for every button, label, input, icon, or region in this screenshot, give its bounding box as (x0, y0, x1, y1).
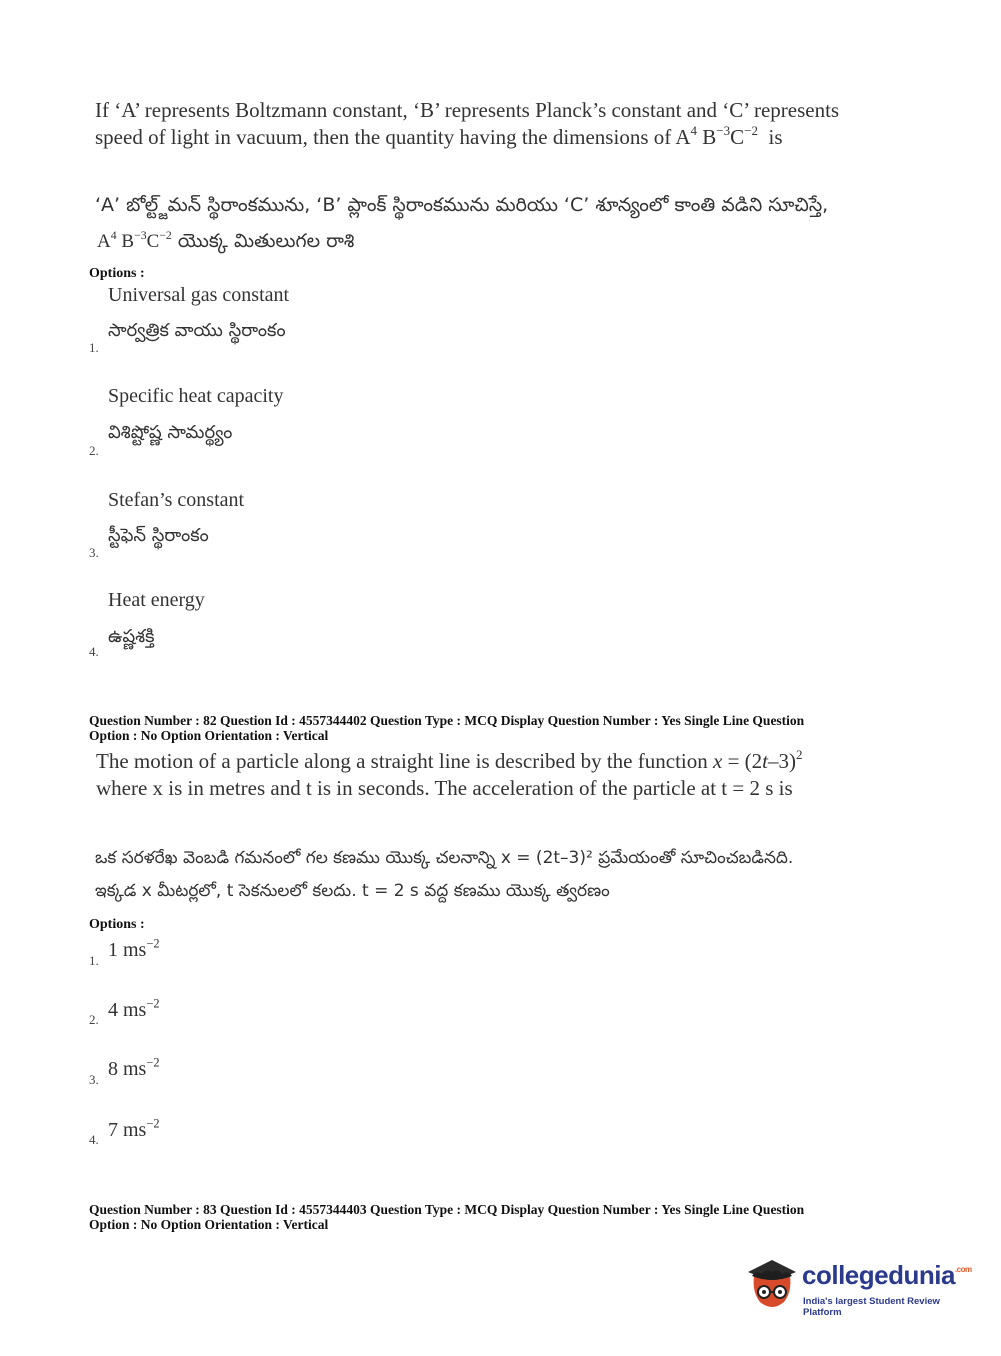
option-number: 1. (89, 340, 99, 355)
option-text-te: విశిష్టోష్ణ సామర్థ్యం (108, 422, 233, 443)
option-text-te: సార్వత్రిక వాయు స్థిరాంకం (108, 320, 286, 341)
q82-text-te-line1: ఒక సరళరేఖ వెంబడి గమనంలో గల కణము యొక్క చలనాన్ని x = (2t–3)² ప్రమేయంతో సూచించబడినది. (95, 848, 794, 868)
option-number: 1. (89, 953, 99, 968)
option-number: 4. (89, 644, 99, 659)
q82-text-en-line1: The motion of a particle along a straight line is described by the function $x = (2t-3)^2$ (96, 746, 803, 773)
option-number: 4. (89, 1132, 99, 1147)
q81-options-label: Options : (89, 266, 145, 281)
option-text: 1 $ms^{-2}$ (108, 936, 160, 961)
q83-meta-line2: Option : No Option Orientation : Vertical (89, 1217, 329, 1232)
q82-meta-line2: Option : No Option Orientation : Vertical (89, 728, 329, 743)
option-text-te: ఉష్ణశక్తి (108, 626, 155, 647)
q81-text-te-line1: ‘A’ బోల్ట్జ్‌మన్ స్థిరాంకమును, ‘B’ ప్లాంక్ స్థిరాంకమును మరియు ‘C’ శూన్యంలో కాంతి వడిని సూచిస్తే, (95, 194, 829, 216)
q82-options-label: Options : (89, 917, 145, 932)
q82-text-en-line2: where x is in metres and t is in seconds. The acceleration of the particle at t = 2 s is (96, 776, 793, 800)
option-text: 7 $ms^{-2}$ (108, 1116, 160, 1141)
option-text-en: Stefan’s constant (108, 489, 245, 511)
q81-text-te-line2: $A^4$ $B^{-3}C^{-2}$ యొక్క మితులుగల రాశి (97, 228, 355, 252)
option-number: 3. (89, 1072, 99, 1087)
option-text-te: స్టీఫెన్ స్థిరాంకం (108, 525, 209, 546)
q81-text-en-line2: speed of light in vacuum, then the quantity having the dimensions of $A^4$ $B^{-3}C^{-2}$ is (95, 122, 783, 149)
option-text-en: Universal gas constant (108, 284, 290, 306)
mascot-icon (742, 1250, 800, 1316)
logo-tagline: India's largest Student Review Platform (803, 1296, 940, 1318)
q83-meta-line1: Question Number : 83 Question Id : 4557344403 Question Type : MCQ Display Question Number : Yes Single Line Question (89, 1202, 805, 1217)
option-text-en: Specific heat capacity (108, 385, 284, 407)
collegedunia-logo (742, 1250, 972, 1320)
option-text: 8 $ms^{-2}$ (108, 1055, 160, 1080)
logo-wordmark: collegedunia$^{.com}$ (802, 1260, 972, 1290)
option-text: 4 $ms^{-2}$ (108, 996, 160, 1021)
q82-text-te-line2: ఇక్కడ x మీటర్లలో, t సెకనులలో కలదు. t = 2 s వద్ద కణము యొక్క త్వరణం (95, 881, 610, 901)
option-number: 2. (89, 1012, 99, 1027)
q82-meta-line1: Question Number : 82 Question Id : 4557344402 Question Type : MCQ Display Question Number : Yes Single Line Question (89, 713, 805, 728)
option-number: 2. (89, 443, 99, 458)
q81-text-en-line1: If ‘A’ represents Boltzmann constant, ‘B’ represents Planck’s constant and ‘C’ represents (95, 98, 840, 122)
option-number: 3. (89, 545, 99, 560)
option-text-en: Heat energy (108, 589, 205, 611)
